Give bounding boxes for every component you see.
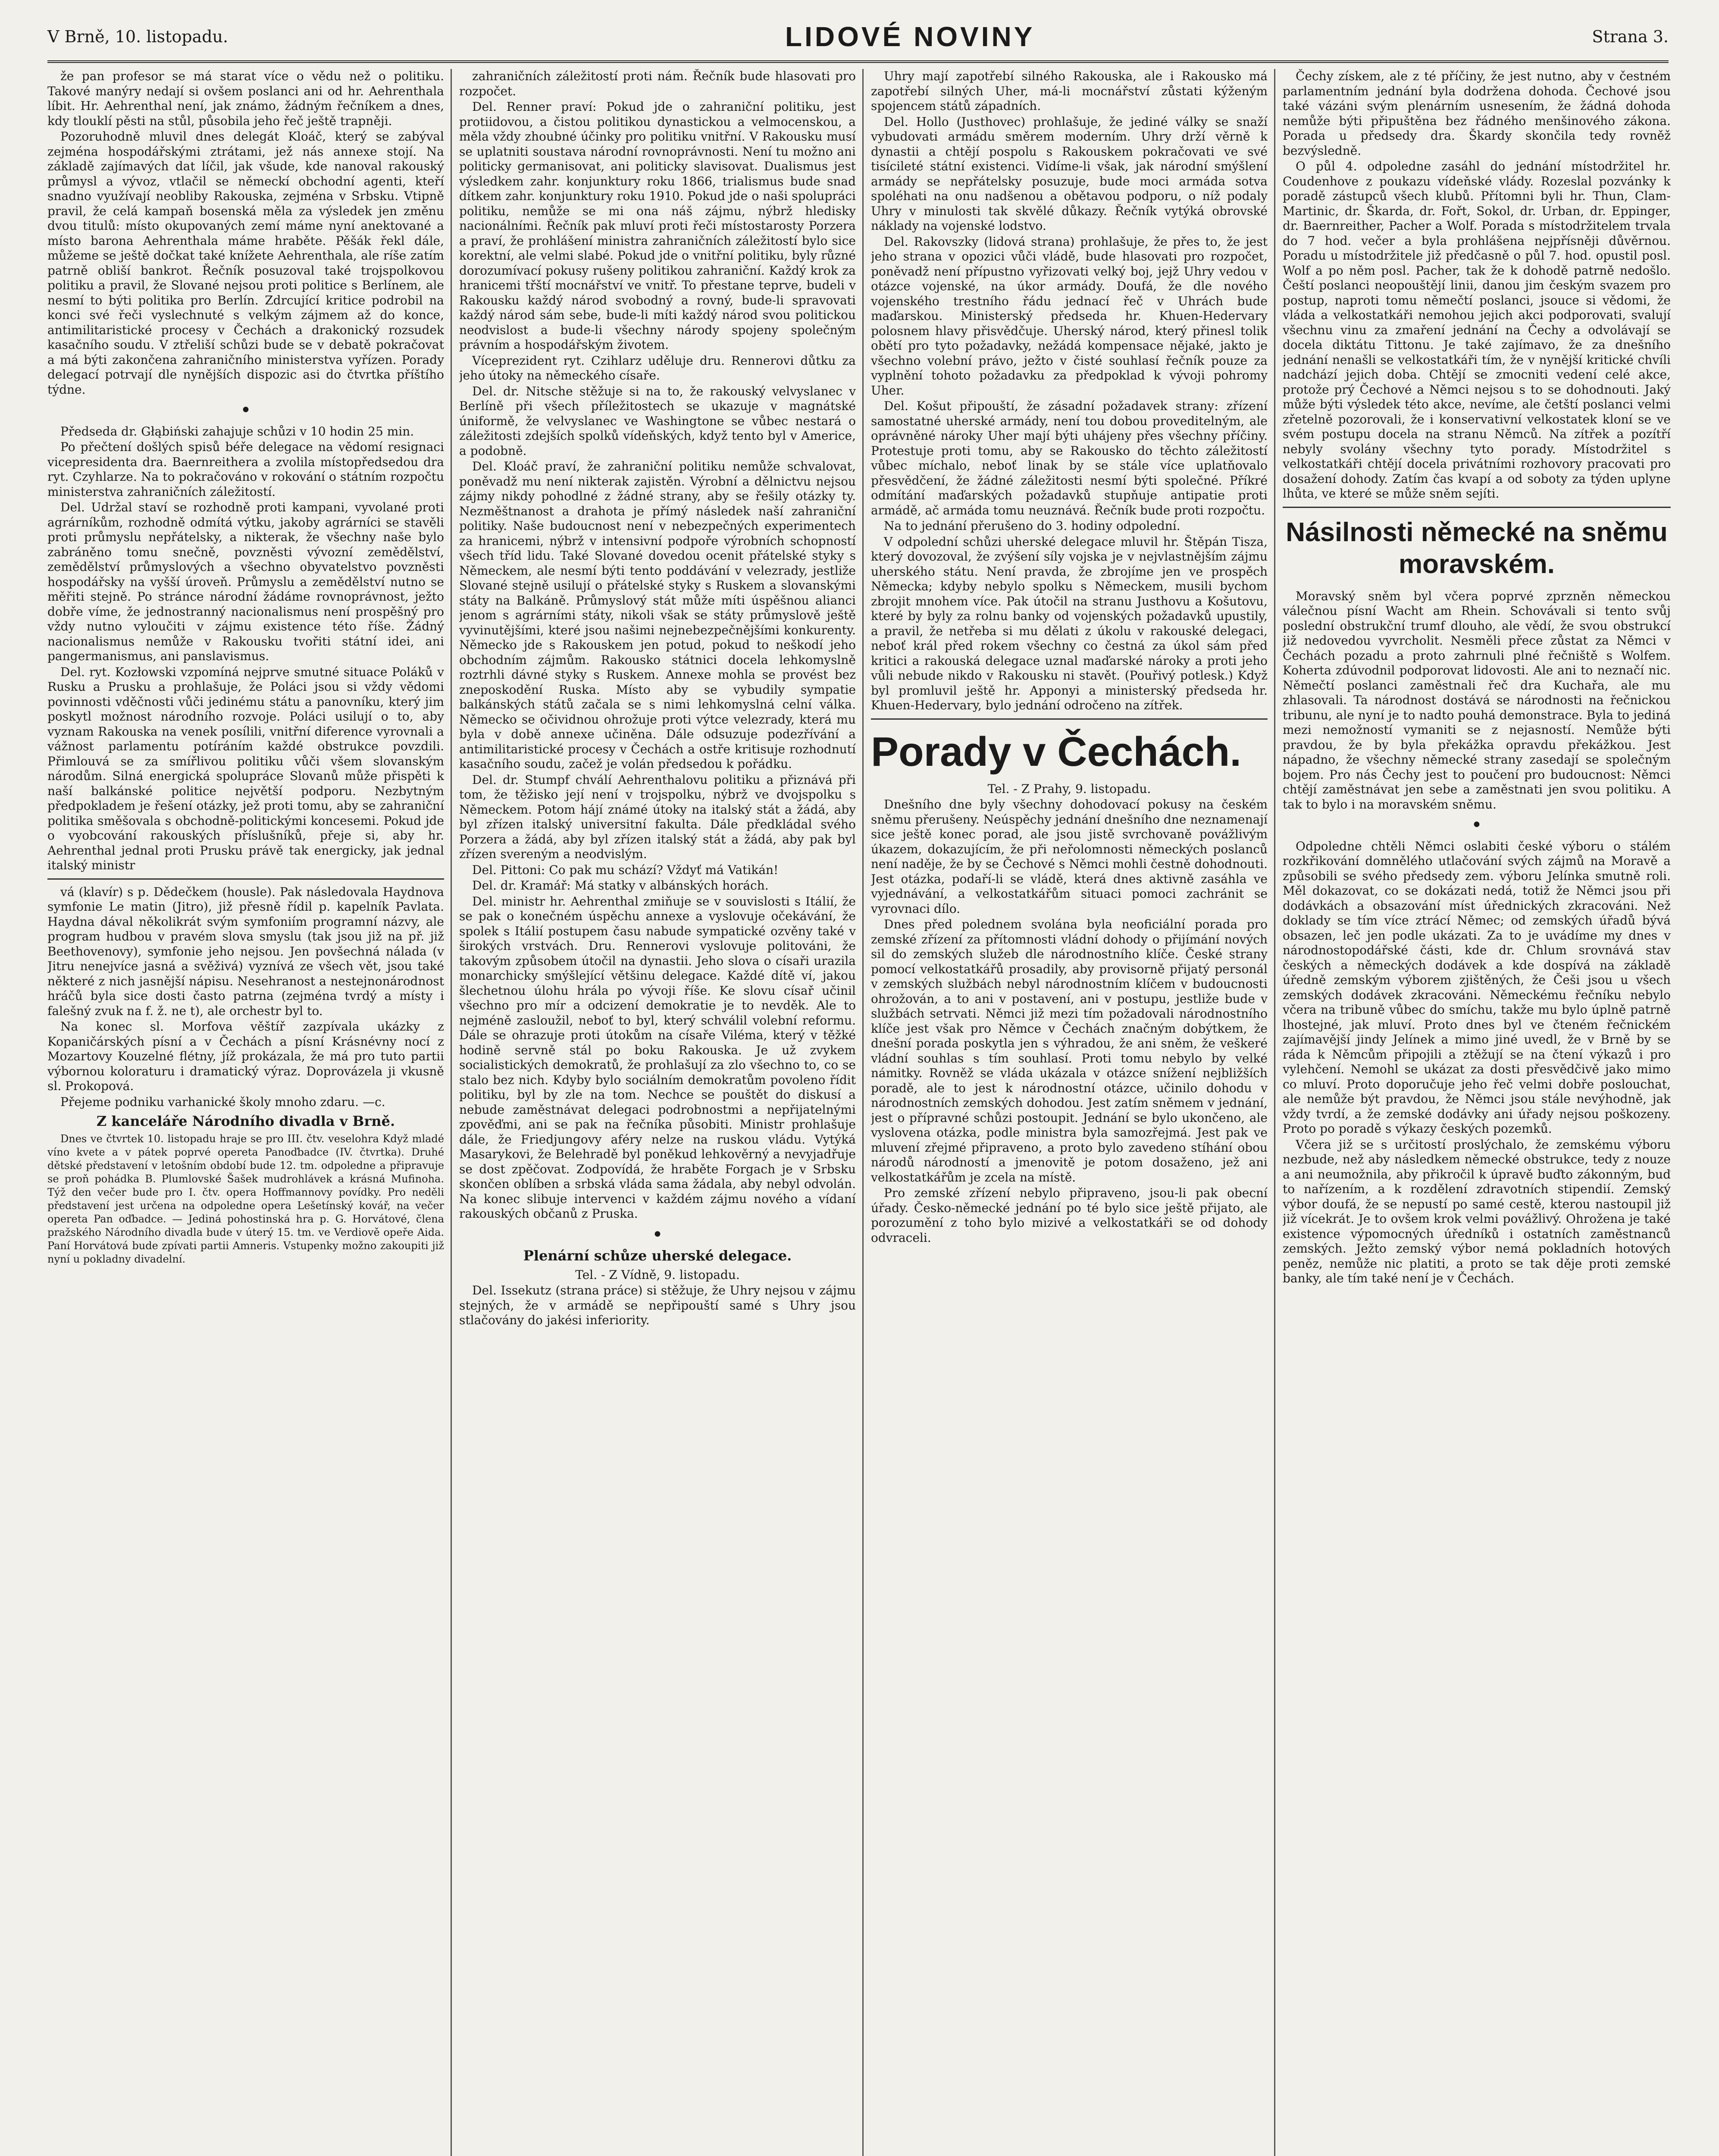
col4-paragraph: O půl 4. odpoledne zasáhl do jednání místodržitel hr. Coudenhove z poukazu vídeňské vlády. Rozeslal pozvánky k poradě zástupců všech klubů. Přítomni byli hr. Thun, Clam-Martinic, dr. Škarda, dr. Fořt, Sokol, dr. Urban, dr. Eppinger, dr. Baernreither, Pacher a Wolf. Porada s místodržitelem trvala do 7 hod. večer a byla prohlášena nejpřísněji důvěrnou. Poradu u místodržitele již předčasně o půl 7. hod. opustil posl. Wolf a po něm posl. Pacher, tak že k dohodě patrně nedošlo. Čeští poslanci neopouštějí linii, danou jim českým svazem pro postup, naproti tomu němečtí poslanci, jsouce si vědomi, že vláda a velkostatkáři nemohou jejich akci podporovati, svalují všechnu vinu za zmaření jednání na Čechy a odvolávají se docela diktátu Tittonu. Je také zajímavo, že za dnešního jednání nenašli se velkostatkáři tím, že v nynější kritické chvíli nadchází jejich doba. Chtějí se zmocniti vedení celé akce, protože prý Čechové a Němci nejsou s to se dohodnouti. Jaký může býti výsledek této akce, nevíme, ale četští poslanci velmi zřetelně pozorovali, že i konservativní velkostatek kloní se ve svém postupu docela na stranu Němců. Na zítřek a pozítří nebyly svolány všechny tyto porady. Místodržitel s velkostatkáři chtějí docela privátními rozhovory pracovati pro dosažení dohody. Zatím čas kvapí a od soboty za týden uplyne lhůta, ve které se může sněm sejíti. <box>1283 159 1671 501</box>
col3-paragraph: Na to jednání přerušeno do 3. hodiny odpolední. <box>884 519 1180 533</box>
col3-paragraph: Del. Košut připouští, že zásadní požadavek strany: zřízení samostatné uherské armády, není tou dobou proveditelným, ale oprávněné nároky Uher mají býti uhájeny přes všechny příčiny. Protestuje proti tomu, aby se Rakousko do těchto záležitostí vůbec míchalo, neboť linak by se stále více uplatňovalo přesvědčení, že žádné záležitosti nesmí býti společné. Příkré odmítání maďarských požadavků stupňuje antipatie proti armádě, ač armáda tomu neuznává. Řečník bude proti rozpočtu. <box>871 399 1268 517</box>
col4-paragraph: Odpoledne chtěli Němci oslabiti české výboru o stálém rozkřikování domnělého utlačování svých zájmů na Moravě a způsobili se svého předsedy zem. výboru Jelínka smutně roli. Měl dokazovat, co se dokázati nedá, totiž že Němci jsou při dodávkách a obsazování míst úřednických zkracováni. Než doklady se tím více ztrácí Němec; od zemských úřadů bývá obsazen, leč jen podle ukázati. Za to je uvádíme my dnes v národnostopodářské části, kde dr. Chlum srovnává stav českých a německých dodávek a kde dospívá na základě úředně zemským výborem zjištěných, že Češi jsou u všech zemských dodávek zkracováni. Německému řečníku nebylo včera na tribuně vůbec do smíchu, takže mu bylo úplně patrně lhostejné, jak mluví. Proto dnes byl ve čteném řečnickém zajímavější jindy Jelínek a mimo jiné uvedl, že v Brně by se ráda k Němcům připojili a ztěžují se na čtení výkazů i pro vylehčení. Nemohl se ukázat za dosti přesvědčivě jako mimo co mluví. Proto doporučuje jeho řeč velmi dobře poslouchat, ale nemůže být pravdou, že Němci jsou stále nevýhodně, jak vždy tvrdí, a že zemské dodávky ani úřady nejsou poškozeny. Proto po poradě s výkazy českých pozemků. <box>1283 839 1671 1136</box>
col2-paragraph: Del. Issekutz (strana práce) si stěžuje, že Uhry nejsou v zájmu stejných, že v armádě se nepřipouští samé s Uhry jsou stlačovány do jakési inferiority. <box>459 1283 856 1327</box>
separator-dot: • <box>1471 814 1482 836</box>
col4-paragraph: Včera již se s určitostí proslýchalo, že zemskému výboru nezbude, než aby následkem německé obstrukce, tedy z nouze a ani neumožnila, aby přikročil k úpravě buďto zákonným, buď to nařízením, a k rozdělení zdravotních stipendií. Zemský výbor doufá, že se nepustí po samé cestě, kterou nastoupil již již vícekrát. Je to ovšem krok velmi povážlivý. Ohrožena je také existence výpomocných úředníků i ostatních zaměstnanců zemských. Ježto zemský výbor nemá pokladních hotových peněz, nemůže nic platiti, a proto se tak děje proti zemské banky, ale tím také není je v Čechách. <box>1283 1137 1671 1285</box>
col1-paragraph: že pan profesor se má starat více o vědu než o politiku. Takové manýry nedají si ovšem poslanci ani od hr. Aehrenthala líbit. Hr. Aehrenthal není, jak známo, žádným řečníkem a dnes, kdy tlouklí pěsti na stůl, působila jeho řeč ještě trapněji. <box>47 69 444 128</box>
col1-paragraph: Del. ryt. Kozłowski vzpomíná nejprve smutné situace Poláků v Rusku a Prusku a prohlašuje, že Poláci jsou si vždy vědomi povinnosti vděčnosti vůči jedinému státu a panovníku, který jim poskytl možnost národního rozvoje. Poláci usilují o to, aby vyznam Rakouska na venek posílili, vnitřní diference vyrovnali a vážnost parlamentu potíráním každé obstrukce povzdili. Přimlouvá se za smířlivou politiku vůči všem slovanským národům. Silná energická spolupráce Slovanů může přispěti k naší balkánské politice největší podporu. Nezbytným předpokladem je řešení otázky, jež proti tomu, aby se zahraniční politika směšovala s obchodně-politickými koncesemi. Pokud jde o vyobcování rakouských příslušníků, přeje si, aby hr. Aehrenthal jednal proti Prusku právě tak energicky, jak jednal italský ministr <box>47 664 444 872</box>
newspaper-title: LIDOVÉ NOVINY <box>785 21 1035 52</box>
section-divider <box>47 878 444 880</box>
section-heading: Plenární schůze uherské delegace. <box>523 1247 792 1264</box>
col3-paragraph: Dnes před polednem svolána byla neoficiální porada pro zemské zřízení za přítomnosti vládní dohody o přijímání nových sil do zemských služeb dle národnostního klíče. České strany pomocí velkostatkářů prosadily, aby provisorně přijatý personál v zemských službách nebyl národnostním klíčem v budoucnosti ohrožován, a to ani v postavení, ani v postupu, jestliže bude v službách setrvati. Němci již mezi tím požadovali národnostního klíče jest však pro Němce v Čechách značným dobýtkem, že dnešní porada poskytla jen s výhradou, že ani sněm, že veškeré vládní souhlas s tím souhlasí. Proti tomu nebylo by velké námitky. Rovněž se vláda ukázala v otázce snížení nejbližších poradě, ale to jest k národnostní otázce, učinilo dohodu v národnostních zemských dohodou. Jest zatím sněmem v jednání, jest o přípravné schůzi postoupit. Jednání se bylo ukončeno, ale vyslovena otázka, podle ministra byla samozřejmá. Jest pak ve mluvení zřejmé připraveno, a proto bylo zavedeno stíhání obou národů národností a jmenovitě je potom dosaženo, jež ani velkostatkářům je zcela na místě. <box>871 917 1268 1185</box>
col2-paragraph: Del. Kloáč praví, že zahraniční politiku nemůže schvalovat, poněvadž mu není nikterak zajistěn. Výrobní a dělnictvu nejsou zájmy nikdy pohodlné z žádné strany, aby se řešily otázky ty. Nezměštnanost a drahota je přímý následek naší zahraniční politiky. Naše budoucnost není v nebezpečných experimentech za hranicemi, nýbrž v intensivní podpoře výrobních schopností všech tříd lidu. Také Slované dovedou ocenit přátelské styky s Německem, ale nesmí býti tento poddávání v velezrady, jestliže Slované stejně usilují o přátelské styky s Ruskem a slovanskými státy na Balkáně. Průmyslový stát může míti úspěšnou alianci jenom s agrárními státy, nikoli však se státy průmyslově ještě vyvinutějšími, které jsou našimi nejnebezpečnějšími konkurenty. Německo jde s Rakouskem jen potud, pokud to neškodí jeho obchodním zájmům. Rakousko státnici docela lehkomyslně roztrhli dávné styky s Ruskem. Annexe mohla se provést bez zneposkodění Ruska. Místo aby se vybudily sympatie balkánských států začala se s nimi lehkomyslná celní válka. Německo se očividnou ohrožuje proti výtce velezrady, která mu byla v době annexe učiněna. Dále odsuzuje podezřívání a antimilitaristické procesy v Čechách a ostře kritisuje rozhodnutí kasačního soudu, začež je volán předsedou k pořádku. <box>459 459 856 771</box>
section-heading: Z kanceláře Národního divadla v Brně. <box>96 1113 395 1129</box>
col2-paragraph: Del. Pittoni: Co pak mu schází? Vždyť má Vatikán! <box>472 862 779 877</box>
col1-paragraph: Del. Udržal staví se rozhodně proti kampani, vyvolané proti agrárníkům, rozhodně odmítá výtku, jakoby agrárníci se stavěli proti průmyslu nepřátelsky, a nikterak, že všechny naše bylo zabráněno tomu snečně, povzněsti vývozní zemědělství, zemědělství průmyslových a všechno obyvatelstvo povzněsti hospodářsky na vyšší úroveň. Průmyslu a zemědělství nutno se měřiti stejně. Po stránce národní žádáme rovnoprávnost, ježto dobře víme, že jednostranný nacionalismus není prospěšný pro vždy nutno vyloučiti v zájmu existence této říše. Žádný nacionalismus nemůže v Rakousku tvořiti státní idei, ani pangermanismus, ani panslavismus. <box>47 500 444 663</box>
col2-paragraph: Del. dr. Kramář: Má statky v albánských horách. <box>472 878 769 893</box>
col1-paragraph: Pozoruhodně mluvil dnes delegát Kloáč, který se zabýval zejména hospodářskými ztrátami, jež nás annexe stojí. Na základě zajímavých dat líčil, jak všude, kde nanoval rakouský průmysl a vývoz, vtlačil se německí obchodní agenti, kteří snadno využívají neobliby Rakouska, zejména v Srbsku. Vtipně pravil, že celá kampaň bosenská měla za výsledek jen změnu dvou titulů: místo okupovaných zemí máme nyní anektované a místo barona Aehrenthala máme hraběte. Pěšák řekl dále, můžeme se ještě dočkat také knížete Aehrenthala, ale ríše zatím patrně obliší bankrot. Řečník posuzoval také trojspolkovou politiku a pravil, že Slované nejsou proti politice s Berlínem, ale nesmí to býti politika pro Berlín. Zdrcující kritice podrobil na konci své řeči vyslechnuté s velkým zájmem až do konce, antimilitaristické procesy v Čechách a drakonický rozsudek kasačního soudu. V ztřeliší schůzi bude se v debatě pokračovat a má býti zakončena zahraničního ministerstva vyřízen. Porady delegací potrvají dle nynějších dispozic asi do čtvrtka příštího týdne. <box>47 129 444 397</box>
page-number: Strana 3. <box>1592 27 1669 46</box>
col2-paragraph: Del. dr. Stumpf chválí Aehrenthalovu politiku a přiznává při tom, že těžisko její není v trojspolku, nýbrž ve dvojspolku s Německem. Potom hájí známé útoky na italský stát a žádá, aby byl zřízen italský universitní fakulta. Dále předkládal svého Porzera a žádá, aby byl zřízen italský stát a žádá, aby pak byl zřízen svereným a neodvislým. <box>459 772 856 861</box>
column-2 <box>459 69 856 2156</box>
col2-paragraph: Del. dr. Nitsche stěžuje si na to, že rakouský velvyslanec v Berlíně při všech příležitostech se ukazuje v magnátské úniformě, že velvyslanec ve Washingtone se vůbec nestará o záležitosti zdejších spolků vídeňských, když tento byl v Americe, a podobně. <box>459 384 856 458</box>
col2-paragraph: Del. ministr hr. Aehrenthal zmiňuje se v souvislosti s Itálií, že se pak o konečném úspěchu annexe a vyslovuje očekávání, že spolek s Itálií postupem času nabude sympatické ozvěny také v širokých vrstvách. Dru. Rennerovi vyslovuje politováni, že takovým způsobem útočil na dynastii. Jeho slova o císaři urazila monarchicky smýšlející většinu delegace. Každé dítě ví, jakou šlechetnou úlohu hrála po vývoji říše. Ke slovu císař učinil všechno pro mír a odcizení demokratie je to nevděk. Ale to nejméně zasloužil, neboť to byl, který schválil volební reformu. Dále se ohrazuje proti útokům na císaře Viléma, který v těžké hodině servně stál po boku Rakouska. Je už zvykem socialistických demokratů, že prohlašují za zlo všechno to, co se stalo bez nich. Kdyby bylo sociálním demokratům povoleno řídit politiku, byl by zle na tom. Nechce se pouštět do diskusí a nebude zaměstnávat delegaci podrobnostmi a nepřijatelnými zpověďmi, ani se pak na řečníka působiti. Ministr prohlašuje dále, že Friedjungovy aféry nelze na ruskou vládu. Vytýká Masarykovi, že Belehradě byl poněkud lehkověrný a nevyjadřuje se dost zpěčovat. Zodpovídá, že hraběte Forgach je v Srbsku skončen oblíben a srbská vláda sama žádala, aby nebyl odvolán. Na konec slibuje intervenci v každém zájmu nového a vídaní rakouských občanů z Pruska. <box>459 894 856 1221</box>
column-4 <box>1283 69 1671 2156</box>
dateline: Tel. - Z Prahy, 9. listopadu. <box>987 781 1151 796</box>
column-rule <box>1274 69 1275 2156</box>
col2-paragraph: Del. Renner praví: Pokud jde o zahraniční politiku, jest protiidovou, a čistou politikou dynastickou a velmocenskou, a měla vždy zhoubné účinky pro politiku vnitřní. V Rakousku musí se uplatniti soustava národní rovnoprávnosti. Není tu možno ani politicky germanisovat, ani politicky slavisovat. Dualismus jest výsledkem zahr. konjunktury roku 1866, trialismus bude snad dítkem zahr. konjunktury roku 1910. Pokud jde o naši spolupráci politiku, nemůže se mi ona náš zájmu, nýbrž hledisky nacionálními. Řečník pak mluví proti řeči místostarosty Porzera a praví, že prohlášení ministra zahraničních záležitostí bylo sice korektní, ale velmi slabé. Pokud jde o vnitřní politiku, byly různé dorozumívací pokusy rušeny politikou zahraniční. Každý krok za hranicemi třští mocnářství ve vnitř. To přestane teprve, budeli v Rakousku každý národ svobodný a rovný, bude-li spravovati každý národ sám sebe, bude-li míti každý národ svou politickou neodvislost a bude-li všechny národy spojeny společným právním a hospodářským životem. <box>459 100 856 352</box>
col1-paragraph: Dnes ve čtvrtek 10. listopadu hraje se pro III. čtv. veselohra Když mladé víno kvete a v pátek poprvé opereta Panoďbadce (IV. čtvrtka). Druhé dětské představení v letošním období bude 12. tm. odpoledne a připravuje se proň pohádka B. Plumlovské Šašek mudrohlávek a krásná Mufinoha. Týž den večer bude pro I. čtv. opera Hoffmannovy povídky. Pro neděli představení jest určena na odpoledne opera Lešetínský kovář, na večer opereta Pan oďbadce. — Jediná pohostinská hra p. G. Horvátové, člena pražského Národního divadla bude v úterý 15. tm. ve Verdiově opeře Aida. Paní Horvátová bude zpívati partii Amneris. Vstupenky možno zakoupiti již nyní u pokladny divadelní. <box>47 1132 444 1265</box>
headline: Porady v Čechách. <box>871 728 1242 775</box>
separator-dot: • <box>240 399 251 421</box>
col1-paragraph: Přejeme podniku varhanické školy mnoho zdaru. —c. <box>60 1094 385 1109</box>
column-1 <box>47 69 444 2156</box>
headline: Násilnosti německé na sněmu moravském. <box>1286 517 1668 579</box>
col2-paragraph: zahraničních záležitostí proti nám. Řečník bude hlasovati pro rozpočet. <box>459 69 856 98</box>
col3-paragraph: Del. Hollo (Justhovec) prohlašuje, že jediné války se snaží vybudovati armádu směrem moderním. Uhry drží věrně k dynastii a chtějí pospolu s Rakouskem pokračovati ve své tisícileté státní existenci. Vidíme-li však, jak národní smýšlení armády se nepřátelsky posuzuje, bude moci armáda sotva spoléhati na onu nadšenou a obětavou podporu, o níž podaly Uhry v minulosti tak skvělé důkazy. Řečník vytýká obrovské náklady na vojenské lodstvo. <box>871 114 1268 233</box>
separator-dot: • <box>652 1223 663 1246</box>
col1-paragraph: Předseda dr. Głąbiński zahajuje schůzi v 10 hodin 25 min. <box>60 424 414 439</box>
col3-paragraph: Dnešního dne byly všechny dohodovací pokusy na českém sněmu přerušeny. Neúspěchy jednání dnešního dne neznamenají sice ještě konec porad, ale jsou jistě svrchovaně povážlivým úkazem, dokazujícím, že při neřolomnosti německých poslanců není naděje, že by se Čechové s Němci mohli čestně dohodnouti. Jest otázka, podaří-li se vládě, která dnes aktivně zasáhla ve vyjednávání, a velkostatkářům situaci pomoci zachránit se vyrovnaci dílo. <box>871 797 1268 916</box>
masthead <box>47 13 1669 63</box>
section-divider <box>1283 507 1671 508</box>
section-divider <box>871 718 1268 720</box>
col3-paragraph: Del. Rakovszky (lidová strana) prohlašuje, že přes to, že jest jeho strana v opozici vůči vládě, bude hlasovati pro rozpočet, poněvadž není přípustno vyřizovati velký boj, jejž Uhry vedou v otázce vojenské, na úkor armády. Doufá, že dle nového vojenského trestního řádu jednací řeč v Uhrách bude maďarskou. Ministerský předseda hr. Khuen-Hedervary polosnem hlavy přisvědčuje. Uherský národ, který přinesl tolik obětí pro tyto požadavky, nežádá kompensace nějaké, jakto je všechno volební právo, ježto v čisté souhlasí řečník pouze za vyplnění tohoto požadavku za předpoklad k vývoji pohromy Uher. <box>871 234 1268 398</box>
dateline: Tel. - Z Vídně, 9. listopadu. <box>575 1267 740 1282</box>
col1-paragraph: Na konec sl. Morfova věštíř zazpívala ukázky z Kopaničárských písní a v Čechách a písní Krásnévny nocí z Mozartovy Kouzelné flétny, jíž prokázala, že má pro tuto partii výbornou koloraturu i dramatický výraz. Doprovázela ji vkusně sl. Prokopová. <box>47 1019 444 1093</box>
col1-paragraph: Po přečtení došlých spisů béře delegace na vědomí resignaci vicepresidenta dra. Baernreithera a zvolila místopředsedou dra ryt. Czyhlarze. Na to pokračováno v rokování o státním rozpočtu ministerstva zahraničních záležitostí. <box>47 440 444 499</box>
col4-paragraph: Moravský sněm byl včera poprvé zprzněn německou válečnou písní Wacht am Rhein. Schovávali si tento svůj poslední obstrukční trumf dlouho, ale vědí, že svou obstrukcí již nedovedou vyvrcholit. Nesměli přece zůstat za Němci v Čechách pozadu a proto zahrnuli plné řečniště s Wolfem. Koherta zdúvodnil podporovat lidovosti. Ale ani to neznačí nic. Němečtí poslanci zaměstnali řeč dra Kuchařa, ale mu zhlasovali. Ta národnost dostává se národnosti na řečnickou tribunu, ale nyní je to nadto pouhá demonstrace. Byla to jediná mezi nemožností vymaniti se z nejasností. Nemůže býti pravdou, že by byla překážka opravdu překážkou. Jest nápadno, že všechny německé strany zasedají se společným bojem. Pro nás Čechy jest to poučení pro budoucnost: Němci chtějí zaměstnávat jen sebe a zaměstnati jen svou politiku. A tak to bylo i na moravském sněmu. <box>1283 589 1671 812</box>
col4-paragraph: Čechy získem, ale z té příčiny, že jest nutno, aby v čestném parlamentním jednání byla dodržena dohoda. Čechové jsou také vázáni svým plenárním usnesením, že žádná dohoda nemůže býti připuštěna bez řádného menšinového zákona. Porada u předsedy dra. Škardy skončila tedy rovněž bezvýsledně. <box>1283 69 1671 158</box>
col3-paragraph: Uhry mají zapotřebí silného Rakouska, ale i Rakousko má zapotřebí silných Uher, má-li mocnářství zůstati kýženým spojencem států západních. <box>871 69 1268 113</box>
col2-paragraph: Víceprezident ryt. Czihlarz uděluje dru. Rennerovi důtku za jeho útoky na německého císaře. <box>459 353 856 382</box>
col1-paragraph: vá (klavír) s p. Dědečkem (housle). Pak následovala Haydnova symfonie Le matin (Jitro), již přesně řídil p. kapelník Pavlata. Haydna dával několikrát svým symfoniím programní názvy, ale program hudbou v pravém slova smyslu (tak jsou již na př. již Beethovenovy), symfonie jeho nejsou. Jen povšechná nálada (v Jitru nenejvíce jasná a svěživá) vyznívá ze všech vět, jsou také některé z nich jasnější nápisu. Nesehranost a nestejnonárodnost hráčů byla sice dosti často patrna (zejména tvrdý a místy i falešný zvuk na f. ž. ne t), ale orchestr byl to. <box>47 884 444 1018</box>
column-rule <box>451 69 452 2156</box>
col3-paragraph: V odpolední schůzi uherské delegace mluvil hr. Štěpán Tisza, který dovozoval, že zvýšení síly vojska je v nejvlastnějším zájmu uherského státu. Není pravda, že zbrojíme jen ve prospěch Německa; kdyby nebylo spolku s Německem, musili bychom zbrojit mnohem více. Pak útočil na stranu Justhovu a Košutovu, které by byly za rolnu banky od vojenských požadavků upustily, a pravil, že netřeba si mu dělati z úkolu v rakouské delegaci, neboť král před rokem všechny co čestná za úkol sám před kritici a rakouská delegace uznal maďarské nároky a proti jeho vůli nebude nikdo v Rakousku ni stavět. (Pouřivý potlesk.) Když byl promluvil ještě hr. Apponyi a ministerský předseda hr. Khuen-Hedervary, bylo jednání odročeno na zítřek. <box>871 534 1268 712</box>
col3-paragraph: Pro zemské zřízení nebylo připraveno, jsou-li pak obecní úřady. Česko-německé jednání po té bylo sice ještě přijato, ale porozumění z toho bylo mizivé a velkostatkáři se od dohody odvraceli. <box>871 1186 1268 1245</box>
column-rule <box>862 69 864 2156</box>
column-3 <box>871 69 1268 2156</box>
header-date: V Brně, 10. listopadu. <box>47 27 229 46</box>
